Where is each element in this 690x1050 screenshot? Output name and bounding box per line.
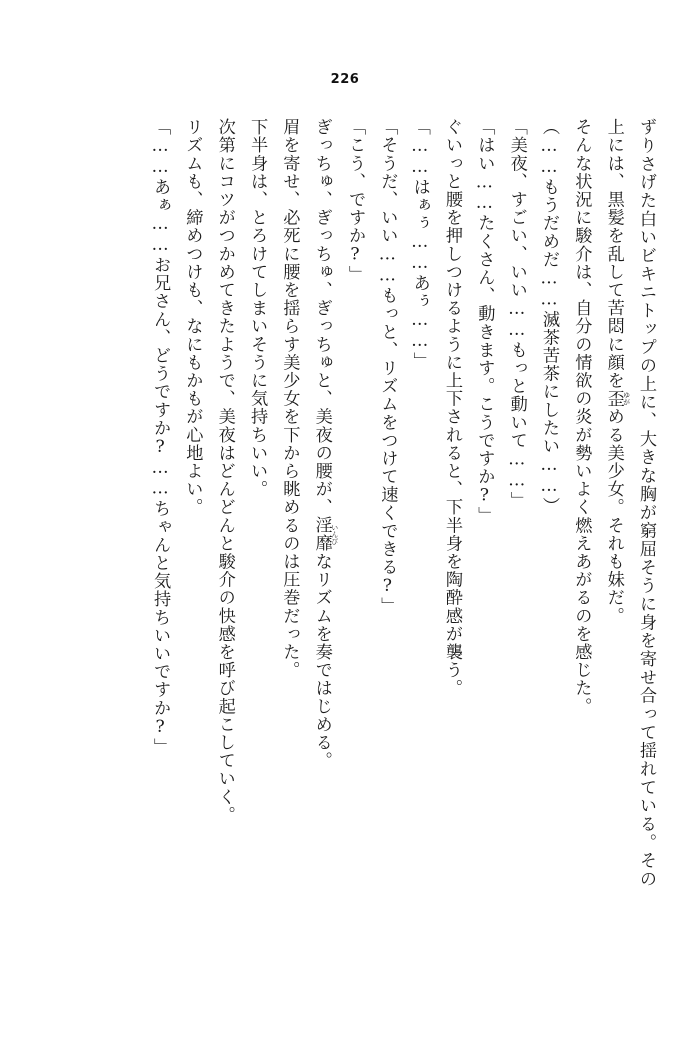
paragraph: ぐいっと腰を押しつけるように上下されると、下半身を陶酔感が襲う。 <box>442 118 463 698</box>
paragraph: ぎっちゅ、ぎっちゅ、ぎっちゅと、美夜の腰が、淫靡 いんびなリズムを奏ではじめる。 <box>311 118 339 770</box>
ruby-yuga: 歪 ゆが <box>603 389 631 408</box>
paragraph: 眉を寄せ、必死に腰を揺らす美少女を下から眺めるのは圧巻だった。 <box>279 118 300 680</box>
paragraph: 「はい……たくさん、動きます。こうですか?」 <box>474 118 495 525</box>
ruby-inbi: 淫靡 いんび <box>311 516 339 553</box>
paragraph: ずりさげた白いビキニトップの上に、大きな胸が窮屈そうに身を寄せ合って揺れている。その上には、黒髪を乱して苦悶に顔を歪 ゆがめる美少女。それも妹だ。 <box>603 118 656 888</box>
paragraph: 「……あぁ……お兄さん、どうですか?……ちゃんと気持ちいいですか?」 <box>150 118 171 756</box>
paragraph: 下半身は、とろけてしまいそうに気持ちいい。 <box>247 118 268 499</box>
paragraph: 「そうだ、いい……もっと、リズムをつけて速くできる?」 <box>377 118 398 616</box>
paragraph: リズムも、締めつけも、なにもかもが心地よい。 <box>182 118 203 517</box>
paragraph: 「こう、ですか?」 <box>345 118 366 284</box>
page-number: 226 <box>330 72 360 87</box>
paragraph: そんな状況に駿介は、自分の情欲の炎が勢いよく燃えあがるのを感じた。 <box>571 118 592 716</box>
paragraph: 次第にコツがつかめてきたようで、美夜はどんどんと駿介の快感を呼び起こしていく。 <box>214 118 235 824</box>
paragraph: 「……はぁぅ……あぅ……」 <box>409 118 430 371</box>
paragraph: 「美夜、すごい、いい……もっと動いて……」 <box>506 118 527 510</box>
paragraph: （……もうだめだ……滅茶苦茶にしたい……） <box>539 118 560 515</box>
page-body <box>52 118 662 888</box>
